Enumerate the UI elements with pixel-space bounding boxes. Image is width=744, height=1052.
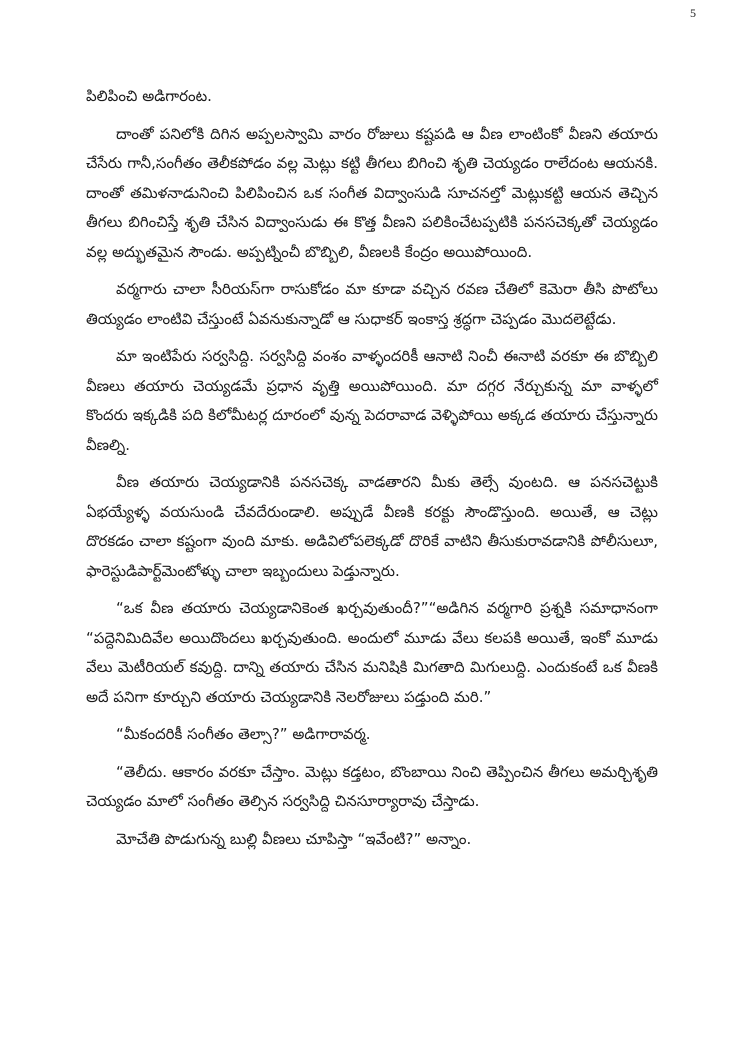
document-body [86,82,658,862]
paragraph-9: మోచేతి పొడుగున్న బుల్లి వీణలు చూపిస్తా “ఇవేంటి?” అన్నాం. [116,829,472,848]
paragraph-7: “మీకందరికీ సంగీతం తెల్సా?” అడిగారావర్మ. [116,725,371,743]
paragraph-8: “తెలీదు. ఆకారం వరకూ చేస్తాం. మెట్లు కడ్తటం, బొంబాయి నించి తెప్పించిన తీగలు అమర్చిశృతి చెయ్యడం మాలో సంగీతం తెల్సిన సర్వసిద్ది చినసూర్యారావు చేస్తాడు. [86,762,658,810]
paragraph-3: వర్మగారు చాలా సీరియస్‌గా రాసుకోడం మా కూడా వచ్చిన రవణ చేతిలో కెమెరా తీసి పొటోలు తియ్యడం లాంటివి చేస్తుంటే ఏవనుకున్నాడో ఆ సుధాకర్ ఇంకాస్త శ్రద్ధగా చెప్పడం మొదలెట్టేడు. [86,280,658,328]
paragraph-4: మా ఇంటిపేరు సర్వసిద్ది. సర్వసిద్ది వంశం వాళ్ళందరికీ ఆనాటి నించీ ఈనాటి వరకూ ఈ బొబ్బిలి వీణలు తయారు చెయ్యడమే ప్రధాన వృత్తి అయిపోయింది. మా దగ్గర నేర్చుకున్న మా వాళ్ళలో కొందరు ఇక్కడికి పది కిలోమీటర్ల దూరంలో వున్న పెదరావాడ వెళ్ళిపోయి అక్కడ తయారు చేస్తున్నారు వీణల్ని. [86,347,658,454]
paragraph-5: వీణ తయారు చెయ్యడానికి పనసచెక్క వాడతారని మీకు తెల్సే వుంటది. ఆ పనసచెట్టుకి ఏభయ్యేళ్ళ వయసుండి చేవదేరుండాలి. అప్పుడే వీణకి కరక్టు సౌండొస్తుంది. అయితే, ఆ చెట్లు దొరకడం చాలా కష్టంగా వుంది మాకు. అడివిలోపలెక్కడో దొరికే వాటిని తీసుకురావడానికి పోలీసులూ, ఫారెస్టుడిపార్ట్‌మెంటోళ్ళు చాలా ఇబ్బందులు పెడ్తున్నారు. [86,473,658,580]
page-number: 5 [690,6,696,20]
paragraph-2: దాంతో పనిలోకి దిగిన అప్పలస్వామి వారం రోజులు కష్టపడి ఆ వీణ లాంటింకో వీణని తయారు చేసేరు గానీ,సంగీతం తెలీకపోడం వల్ల మెట్లు కట్టి తీగలు బిగించి శృతి చెయ్యడం రాలేదంట ఆయనకి. దాంతో తమిళనాడునించి పిలిపించిన ఒక సంగీత విద్వాంసుడి సూచనల్తో మెట్లుకట్టి ఆయన తెచ్చిన తీగలు బిగించిస్తే శృతి చేసిన విద్వాంసుడు ఈ కొత్త వీణని పలికించేటప్పటికి పనసచెక్కతో చెయ్యడం వల్ల అద్భుతమైన సౌండు. అప్పట్నించీ బొబ్బిలి, వీణలకి కేంద్రం అయిపోయింది. [86,124,658,261]
paragraph-1: పిలిపించి అడిగారంట. [86,87,212,105]
paragraph-6: “ఒక వీణ తయారు చెయ్యడానికెంత ఖర్చవుతుందీ?”“అడిగిన వర్మగారి ప్రశ్నకి సమాధానంగా “పద్దెనిమిదివేల అయిదొందలు ఖర్చవుతుంది. అందులో మూడు వేలు కలపకి అయితే, ఇంకో మూడు వేలు మెటీరియల్ కవుద్ది. దాన్ని తయారు చేసిన మనిషికి మిగతాది మిగులుద్ది. ఎందుకంటే ఒక వీణకి అదే పనిగా కూర్చుని తయారు చెయ్యడానికి నెలరోజులు పడ్తుంది మరి.” [86,599,658,706]
